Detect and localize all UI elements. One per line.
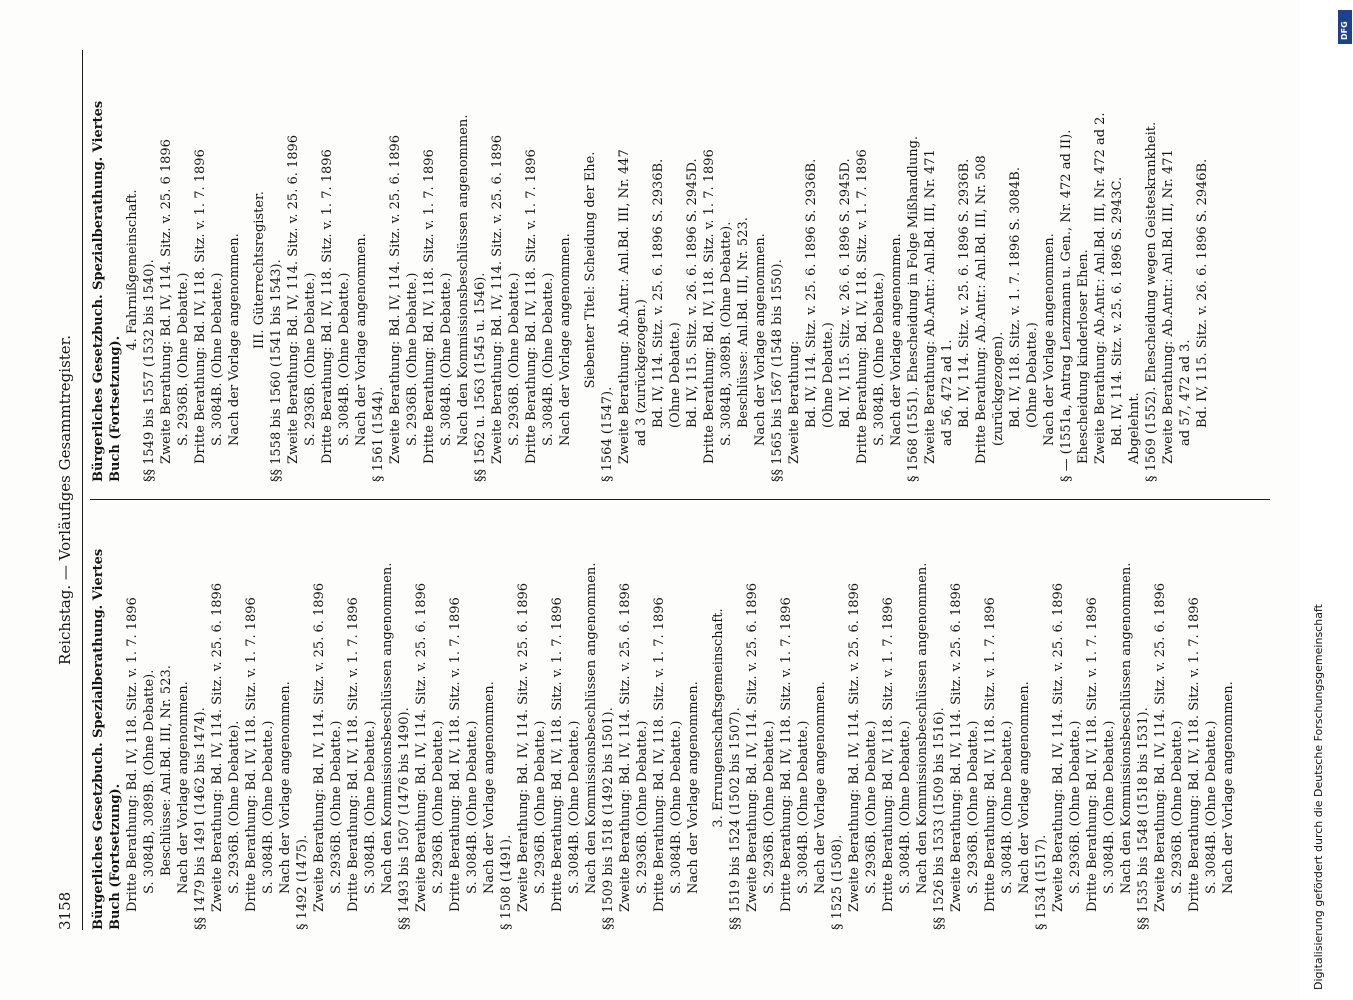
index-entry-line: S. 3084B. (Ohne Debatte.) [337,272,352,446]
index-entry-line: Dritte Berathung: Bd. IV, 118. Sitz. v. 1. 7. 1896 [125,597,140,912]
index-entry-line: Nach der Vorlage angenommen. [813,681,828,894]
index-entry-line: S. 3084B. (Ohne Debatte.) [669,720,684,894]
index-entry-line: Bd. IV, 114. Sitz. v. 25. 6. 1896 S. 2936B. [957,158,972,428]
index-entry-line: S. 3084B. (Ohne Debatte.) [465,720,480,894]
index-entry-line: Abgelehnt. [1127,392,1142,464]
index-entry-line: Nach der Vorlage angenommen. [227,233,242,446]
index-entry-line: Dritte Berathung: Ab.Antr.: Anl.Bd. III, Nr. 508 [974,155,989,464]
index-entry-line: Zweite Berathung: Bd. IV, 114. Sitz. v. 25. 6. 1896 [286,134,301,464]
index-entry-line: Ehescheidung kinderloser Ehen. [1076,249,1091,464]
index-entry-line: § 1508 (1491). [499,834,514,930]
index-entry-line: Zweite Berathung: Ab.Antr.: Anl.Bd. III, Nr. 471 [923,149,938,464]
section-heading: Buch (Fortsetzung). [108,335,123,482]
index-entry-line: §§ 1565 bis 1567 (1548 bis 1550). [770,259,785,482]
index-entry-line: §§ 1558 bis 1560 (1541 bis 1543). [269,259,284,482]
index-entry-line: Zweite Berathung: Bd. IV, 114. Sitz. v. 25. 6 1896 [159,139,174,464]
index-entry-line: Zweite Berathung: Ab.Antr.: Anl.Bd. III, Nr. 447 [617,149,632,464]
index-entry-line: Nach der Vorlage angenommen. [1017,681,1032,894]
index-entry-line: S. 2936B. (Ohne Debatte.) [431,720,446,894]
index-entry-line: S. 2936B. (Ohne Debatte.) [1068,720,1083,894]
index-entry-line: Nach der Vorlage angenommen. [482,681,497,894]
column-divider [90,499,1270,500]
index-entry-line: Dritte Berathung: Bd. IV, 118. Sitz. v. 1. 7. 1896 [524,149,539,464]
index-entry-line: Nach der Vorlage angenommen. [753,233,768,446]
index-entry-line: Nach der Vorlage angenommen. [889,233,904,446]
index-entry-line: S. 3084B. (Ohne Debatte.) [872,272,887,446]
index-entry-line: Nach den Kommissionsbeschlüssen angenommen. [584,562,599,894]
index-entry-line: Dritte Berathung: Bd. IV, 118. Sitz. v. 1. 7. 1896 [855,149,870,464]
index-entry-line: Zweite Berathung: Bd. IV, 114. Sitz. v. 25. 6. 1896 [949,582,964,912]
index-entry-line: § 1525 (1508). [830,834,845,930]
right-column [90,58,1280,482]
index-entry-line: Beschlüsse: Anl.Bd. III, Nr. 523. [159,665,174,876]
index-entry-line: Nach der Vorlage angenommen. [558,233,573,446]
index-entry-line: Dritte Berathung: Bd. IV, 118. Sitz. v. 1. 7. 1896 [1187,597,1202,912]
index-entry-line: §§ 1509 bis 1518 (1492 bis 1501). [601,707,616,930]
index-entry-line: § 1534 (1517). [1034,834,1049,930]
index-entry-line: S. 2936B. (Ohne Debatte.) [635,720,650,894]
index-entry-line: S. 2936B. (Ohne Debatte.) [1170,720,1185,894]
index-entry-line: Zweite Berathung: Bd. IV, 114. Sitz. v. 25. 6. 1896 [618,582,633,912]
index-entry-line: Nach den Kommissionsbeschlüssen angenommen. [380,562,395,894]
index-entry-line: Nach der Vorlage angenommen. [1042,233,1057,446]
index-entry-line: Nach der Vorlage angenommen. [686,681,701,894]
index-entry-line: Zweite Berathung: Bd. IV, 114. Sitz. v. 25. 6. 1896 [414,582,429,912]
index-entry-line: Bd. IV, 118. Sitz. v. 1. 7. 1896 S. 3084B. [1008,167,1023,428]
index-entry-line: § 1568 (1551). Ehescheidung in Folge Mißhandlung. [906,135,921,482]
index-entry-line: ad 56, 472 ad 1. [940,339,955,446]
subsection-title: III. Güterrechtsregister. [252,191,267,349]
index-entry-line: Dritte Berathung: Bd. IV, 118. Sitz. v. 1. 7. 1896 [193,149,208,464]
index-entry-line: Zweite Berathung: Bd. IV, 114. Sitz. v. 25. 6. 1896 [210,582,225,912]
index-entry-line: ad 57, 472 ad 3. [1178,339,1193,446]
index-entry-line: Zweite Berathung: Bd. IV, 114. Sitz. v. 25. 6. 1896 [388,134,403,464]
index-entry-line: Zweite Berathung: Ab.Antr.: Anl.Bd. III, Nr. 471 [1161,149,1176,464]
index-entry-line: Dritte Berathung: Bd. IV, 118. Sitz. v. 1. 7. 1896 [244,597,259,912]
index-entry-line: ad 3 (zurückgezogen.) [634,299,649,446]
index-entry-line: S. 3084B. (Ohne Debatte.) [796,720,811,894]
subsection-title: 4. Fahrnißgemeinschaft. [125,189,140,351]
index-entry-line: §§ 1493 bis 1507 (1476 bis 1490). [397,707,412,930]
index-entry-line: (Ohne Debatte.) [1025,322,1040,428]
index-entry-line: Nach der Vorlage angenommen. [278,681,293,894]
index-entry-line: Dritte Berathung: Bd. IV, 118. Sitz. v. 1. 7. 1896 [652,597,667,912]
index-entry-line: S. 3084B. (Ohne Debatte.) [1102,720,1117,894]
index-entry-line: Dritte Berathung: Bd. IV, 118. Sitz. v. 1. 7. 1896 [448,597,463,912]
index-entry-line: Dritte Berathung: Bd. IV, 118. Sitz. v. 1. 7. 1896 [550,597,565,912]
index-entry-line: Zweite Berathung: Bd. IV, 114. Sitz. v. 25. 6. 1896 [312,582,327,912]
index-entry-line: Bd. IV, 114. Sitz. v. 25. 6. 1896 S. 2943C. [1110,176,1125,446]
index-entry-line: §§ 1479 bis 1491 (1462 bis 1474). [193,707,208,930]
index-entry-line: S. 3084B, 3089B. (Ohne Debatte). [719,221,734,446]
index-entry-line: § 1564 (1547). [600,386,615,482]
index-entry-line: Nach der Vorlage angenommen. [1221,681,1236,894]
index-entry-line: Nach der Vorlage angenommen. [176,681,191,894]
index-entry-line: S. 3084B. (Ohne Debatte.) [1000,720,1015,894]
page-number: 3158 [56,891,74,930]
index-entry-line: (Ohne Debatte.) [821,322,836,428]
index-entry-line: S. 3084B. (Ohne Debatte.) [541,272,556,446]
subsection-title: 3. Errungenschaftsgemeinschaft. [711,608,726,828]
index-entry-line: S. 2936B. (Ohne Debatte.) [176,272,191,446]
index-entry-line: §§ 1526 bis 1533 (1509 bis 1516). [932,707,947,930]
index-entry-line: § — (1551a, Antrag Lenzmann u. Gen., Nr. 472 ad II). [1059,129,1074,482]
index-entry-line: Nach den Kommissionsbeschlüssen angenommen. [1119,562,1134,894]
index-entry-line: S. 3084B, 3089B. (Ohne Debatte). [142,669,157,894]
index-entry-line: Dritte Berathung: Bd. IV, 118. Sitz. v. 1. 7. 1896 [779,597,794,912]
index-entry-line: S. 2936B. (Ohne Debatte.) [966,720,981,894]
index-entry-line: S. 2936B. (Ohne Debatte.) [303,272,318,446]
scan-margin [1300,0,1353,1000]
section-heading: Bürgerliches Gesetzbuch. Spezialberathung. Viertes [91,548,106,930]
index-entry-line: Zweite Berathung: Bd. IV, 114. Sitz. v. 25. 6. 1896 [1051,582,1066,912]
index-entry-line: Nach den Kommissionsbeschlüssen angenommen. [915,562,930,894]
index-entry-line: Bd. IV, 114. Sitz. v. 25. 6. 1896 S. 2936B. [651,158,666,428]
dfg-logo-icon [1338,10,1352,44]
dfg-logo-text: DFG [1340,21,1349,40]
index-entry-line: Zweite Berathung: Bd. IV, 114. Sitz. v. 25. 6. 1896 [745,582,760,912]
left-column [90,506,1280,930]
index-entry-line: §§ 1549 bis 1557 (1532 bis 1540). [142,259,157,482]
index-entry-line: §§ 1535 bis 1548 (1518 bis 1531). [1136,707,1151,930]
header-rule [82,50,83,930]
section-heading: Buch (Fortsetzung). [108,783,123,930]
running-title: Reichstag. — Vorläufiges Gesammtregister. [56,335,74,665]
subsection-title: Siebenter Titel: Scheidung der Ehe. [583,151,598,389]
index-entry-line: (Ohne Debatte.) [668,322,683,428]
index-entry-line: S. 2936B. (Ohne Debatte.) [762,720,777,894]
index-entry-line: Bd. IV, 115. Sitz. v. 26. 6. 1896 S. 2946B. [1195,158,1210,428]
index-entry-line: Beschlüsse: Anl.Bd. III, Nr. 523. [736,217,751,428]
index-entry-line: Dritte Berathung: Bd. IV, 118. Sitz. v. 1. 7. 1896 [422,149,437,464]
index-entry-line: Dritte Berathung: Bd. IV, 118. Sitz. v. 1. 7. 1896 [702,149,717,464]
index-entry-line: S. 2936B. (Ohne Debatte.) [507,272,522,446]
index-entry-line: Zweite Berathung: Bd. IV, 114. Sitz. v. 25. 6. 1896 [490,134,505,464]
index-entry-line: S. 3084B. (Ohne Debatte.) [439,272,454,446]
index-entry-line: Dritte Berathung: Bd. IV, 118. Sitz. v. 1. 7. 1896 [881,597,896,912]
index-entry-line: Zweite Berathung: Bd. IV, 114. Sitz. v. 25. 6. 1896 [847,582,862,912]
index-entry-line: Dritte Berathung: Bd. IV, 118. Sitz. v. 1. 7. 1896 [346,597,361,912]
index-entry-line: Zweite Berathung: Bd. IV, 114. Sitz. v. 25. 6. 1896 [1153,582,1168,912]
index-entry-line: Zweite Berathung: Ab.Antr.: Anl.Bd. III, Nr. 472 ad 2. [1093,112,1108,464]
index-entry-line: Bd. IV, 115. Sitz. v. 26. 6. 1896 S. 2945D. [685,158,700,428]
index-entry-line: S. 2936B. (Ohne Debatte.) [405,272,420,446]
index-entry-line: Nach den Kommissionsbeschlüssen angenommen. [456,114,471,446]
index-entry-line: Zweite Berathung: [787,340,802,464]
index-entry-line: S. 3084B. (Ohne Debatte.) [567,720,582,894]
index-entry-line: Bd. IV, 115. Sitz. v. 26. 6. 1896 S. 2945D. [838,158,853,428]
index-entry-line: S. 3084B. (Ohne Debatte.) [1204,720,1219,894]
index-entry-line: Bd. IV, 114. Sitz. v. 25. 6. 1896 S. 2936B. [804,158,819,428]
index-entry-line: S. 3084B. (Ohne Debatte.) [261,720,276,894]
index-entry-line: Zweite Berathung: Bd. IV, 114. Sitz. v. 25. 6. 1896 [516,582,531,912]
index-entry-line: § 1492 (1475). [295,834,310,930]
index-entry-line: S. 3084B. (Ohne Debatte.) [898,720,913,894]
funding-note: Digitalisierung gefördert durch die Deutsche Forschungsgemeinschaft [1312,604,1325,990]
index-entry-line: S. 2936B. (Ohne Debatte.) [329,720,344,894]
index-entry-line: § 1569 (1552). Ehescheidung wegen Geisteskrankheit. [1144,121,1159,482]
index-entry-line: § 1561 (1544). [371,386,386,482]
index-entry-line: Dritte Berathung: Bd. IV, 118. Sitz. v. 1. 7. 1896 [1085,597,1100,912]
index-entry-line: S. 2936B. (Ohne Debatte.) [533,720,548,894]
index-entry-line: S. 3084B. (Ohne Debatte.) [210,272,225,446]
index-entry-line: §§ 1562 u. 1563 (1545 u. 1546). [473,272,488,482]
section-heading: Bürgerliches Gesetzbuch. Spezialberathung. Viertes [91,100,106,482]
index-entry-line: §§ 1519 bis 1524 (1502 bis 1507). [728,707,743,930]
index-entry-line: S. 2936B. (Ohne Debatte.) [864,720,879,894]
index-entry-line: Dritte Berathung: Bd. IV, 118. Sitz. v. 1. 7. 1896 [983,597,998,912]
index-entry-line: Dritte Berathung: Bd. IV, 118. Sitz. v. 1. 7. 1896 [320,149,335,464]
index-entry-line: S. 3084B. (Ohne Debatte.) [363,720,378,894]
index-entry-line: (zurückgezogen). [991,331,1006,446]
index-entry-line: Nach der Vorlage angenommen. [354,233,369,446]
index-entry-line: S. 2936B. (Ohne Debatte). [227,720,242,894]
